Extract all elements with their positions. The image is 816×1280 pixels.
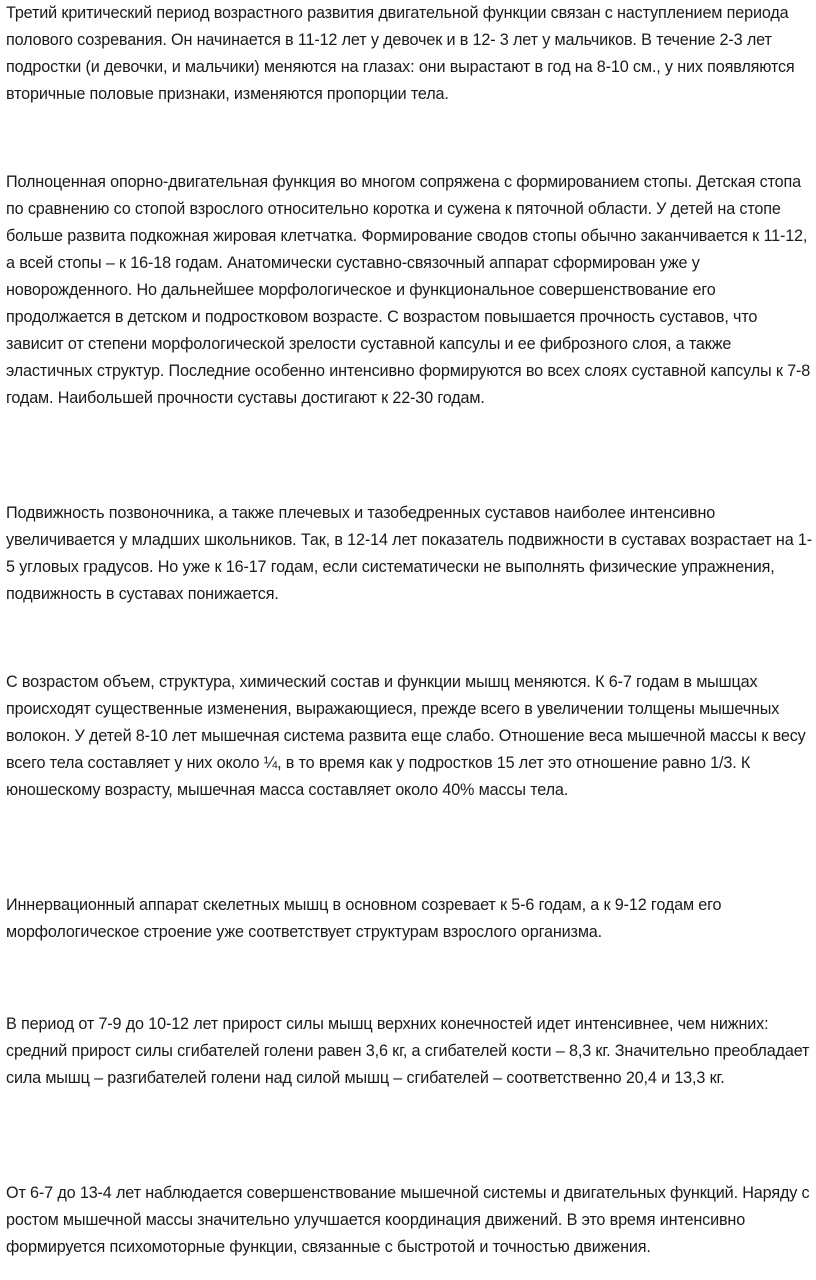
- paragraph-innervation: Иннервационный аппарат скелетных мышц в основном созревает к 5-6 годам, а к 9-12 годам его морфологическое строение уже соответствует структурам взрослого организма.: [6, 896, 722, 941]
- paragraph-foot-formation: Полноценная опорно-двигательная функция во многом сопряжена с формированием стопы. Детская стопа по сравнению со стопой взрослого относительно коротка и сужена к пяточной области. У детей на стопе больше развита подкожная жировая клетчатка. Формирование сводов стопы обычно заканчивается к 11-12, а всей стопы – к 16-18 годам. Анатомически суставно-связочный аппарат сформирован уже у новорожденного. Но дальнейшее морфологическое и функциональное совершенствование его продолжается в детском и подростковом возрасте. С возрастом повышается прочность суставов, что зависит от степени морфологической зрелости суставной капсулы и ее фиброзного слоя, а также эластичных структур. Последние особенно интенсивно формируются во всех слоях суставной капсулы к 7-8 годам. Наибольшей прочности суставы достигают к 22-30 годам.: [6, 173, 811, 407]
- paragraph-motor-functions: От 6-7 до 13-4 лет наблюдается совершенствование мышечной системы и двигательных функций. Наряду с ростом мышечной массы значительно улучшается координация движений. В это время интенсивно формируется психомоторные функции, связанные с быстротой и точностью движения.: [6, 1184, 810, 1256]
- paragraph-spine-mobility: Подвижность позвоночника, а также плечевых и тазобедренных суставов наиболее интенсивно увеличивается у младших школьников. Так, в 12-14 лет показатель подвижности в суставах возрастает на 1-5 угловых градусов. Но уже к 16-17 годам, если систематически не выполнять физические упражнения, подвижность в суставах понижается.: [6, 504, 813, 603]
- paragraph-muscle-strength: В период от 7-9 до 10-12 лет прирост силы мышц верхних конечностей идет интенсивнее, чем нижних: средний прирост силы сгибателей голени равен 3,6 кг, а сгибателей кости – 8,3 кг. Значительно преобладает сила мышц – разгибателей голени над силой мышц – сгибателей – соответственно 20,4 и 13,3 кг.: [6, 1015, 810, 1087]
- paragraph-muscle-changes: С возрастом объем, структура, химический состав и функции мышц меняются. К 6-7 годам в мышцах происходят существенные изменения, выражающиеся, прежде всего в увеличении толщены мышечных волокон. У детей 8-10 лет мышечная система развита еще слабо. Отношение веса мышечной массы к весу всего тела составляет у них около ¼, в то время как у подростков 15 лет это отношение равно 1/3. К юношескому возрасту, мышечная масса составляет около 40% массы тела.: [6, 673, 806, 799]
- paragraph-puberty-period: Третий критический период возрастного развития двигательной функции связан с наступлением периода полового созревания. Он начинается в 11-12 лет у девочек и в 12- 3 лет у мальчиков. В течение 2-3 лет подростки (и девочки, и мальчики) меняются на глазах: они вырастают в год на 8-10 см., у них появляются вторичные половые признаки, изменяются пропорции тела.: [6, 4, 795, 103]
